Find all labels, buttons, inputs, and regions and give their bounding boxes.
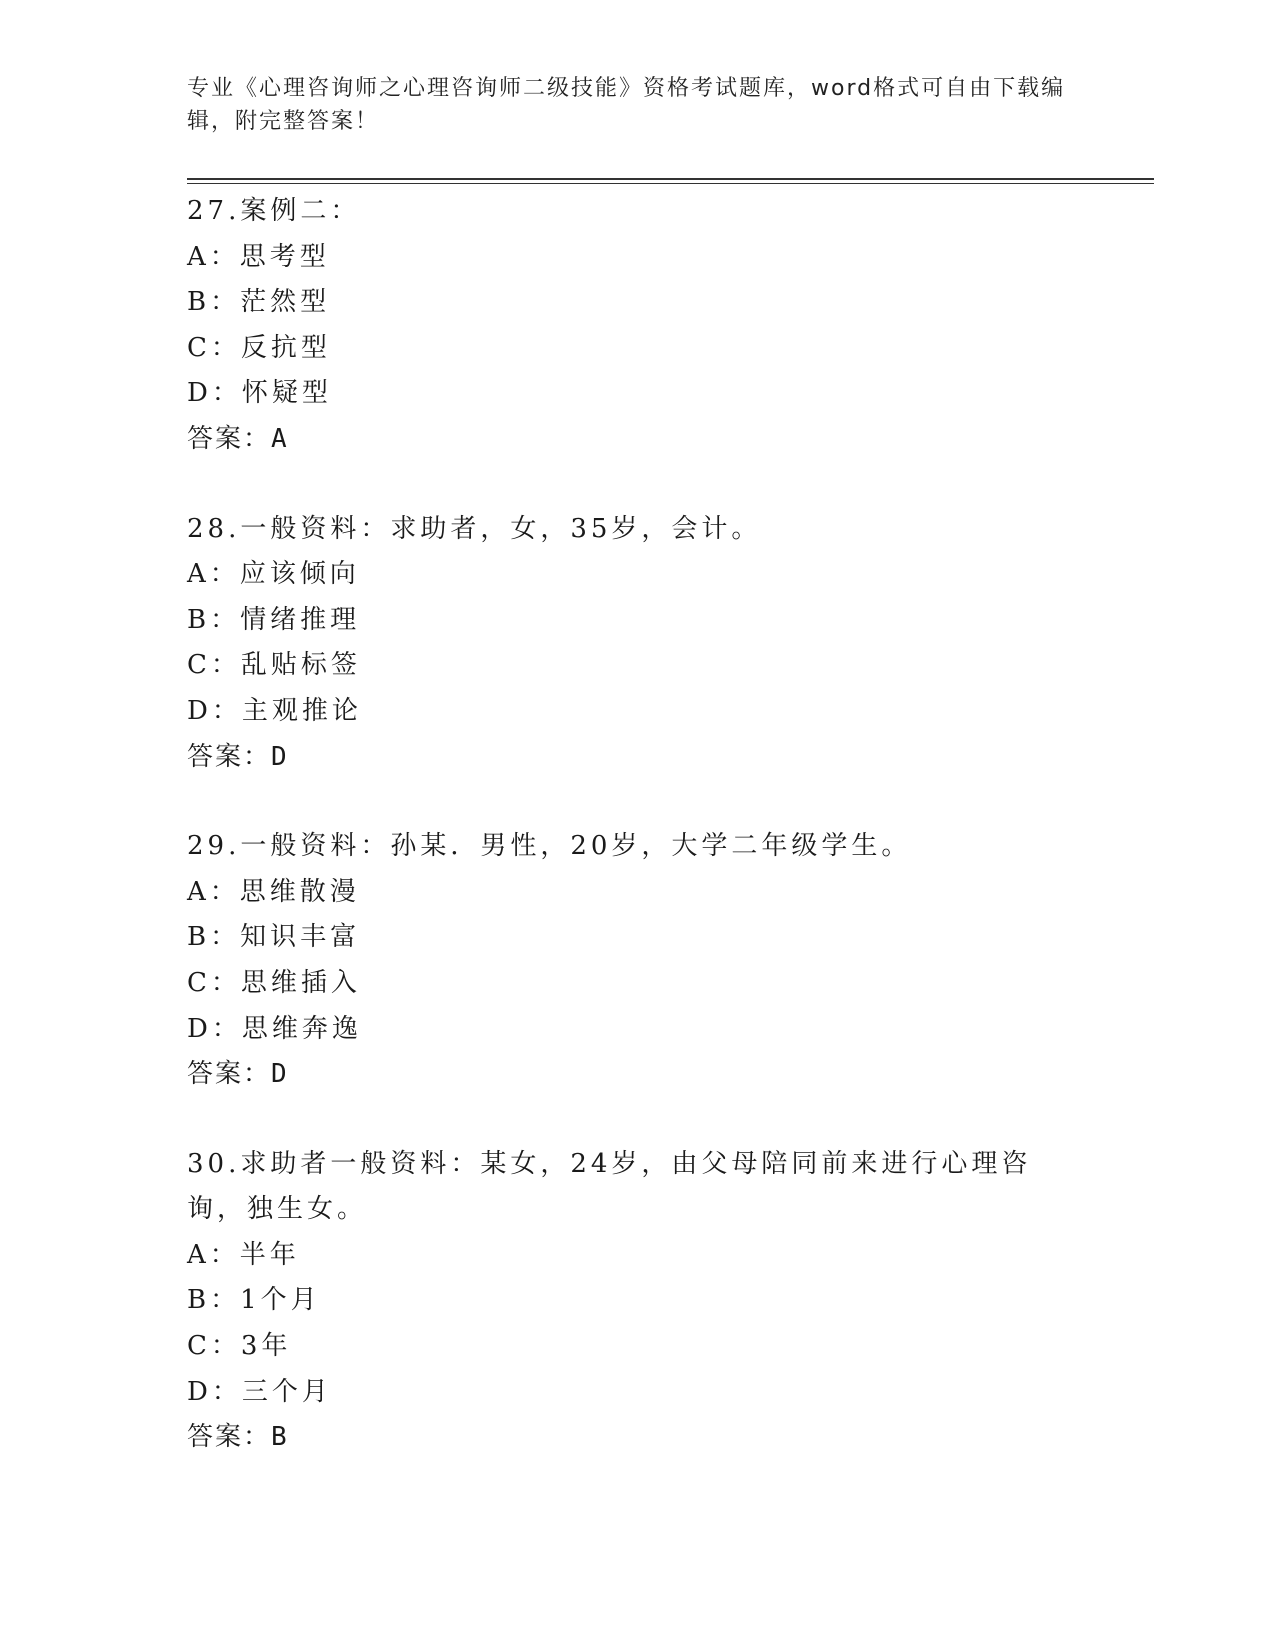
option-c: C：乱贴标签: [187, 650, 361, 681]
option-c: C：3年: [187, 1331, 292, 1362]
option-b: B：茫然型: [187, 287, 331, 318]
answer-value: D: [271, 741, 287, 772]
question-stem: 29.一般资料：孙某．男性，20岁，大学二年级学生。: [187, 831, 912, 862]
option-c: C：思维插入: [187, 967, 361, 998]
answer-value: A: [271, 423, 287, 454]
option-b: B：知识丰富: [187, 922, 361, 953]
header-divider-thin: [187, 183, 1154, 184]
question-30: [187, 1142, 1087, 1461]
question-stem: 28.一般资料：求助者，女，35岁，会计。: [187, 513, 762, 544]
question-stem: 27.案例二：: [187, 196, 361, 226]
option-a: A：半年: [187, 1239, 300, 1270]
option-a: A：思维散漫: [187, 876, 360, 907]
option-a: A：应该倾向: [187, 559, 360, 590]
answer-label: 答案：: [187, 1059, 272, 1090]
answer-line: [187, 735, 1087, 781]
answer-label: 答案：: [187, 741, 272, 772]
question-28: [187, 507, 1087, 781]
option-d: D：思维奔逸: [187, 1013, 362, 1044]
question-27: [187, 189, 1087, 463]
option-d: D：三个月: [187, 1376, 332, 1407]
option-b: B：1个月: [187, 1285, 321, 1316]
header-divider-thick: [187, 178, 1154, 180]
option-d: D：怀疑型: [187, 378, 332, 409]
answer-label: 答案：: [187, 423, 272, 454]
option-d: D：主观推论: [187, 695, 362, 726]
answer-line: [187, 1415, 1087, 1461]
option-b: B：情绪推理: [187, 604, 361, 635]
answer-value: D: [271, 1059, 287, 1090]
option-c: C：反抗型: [187, 332, 331, 363]
answer-label: 答案：: [187, 1422, 272, 1453]
question-stem: 30.求助者一般资料：某女，24岁，由父母陪同前来进行心理咨询，独生女。: [187, 1148, 1032, 1225]
option-a: A：思考型: [187, 241, 330, 272]
answer-line: [187, 1052, 1087, 1098]
answer-line: [187, 417, 1087, 463]
question-list: [187, 189, 1087, 1505]
answer-value: B: [271, 1422, 287, 1453]
question-29: [187, 824, 1087, 1098]
document-header: 专业《心理咨询师之心理咨询师二级技能》资格考试题库，word格式可自由下载编辑，附完整答案！: [187, 76, 1066, 134]
